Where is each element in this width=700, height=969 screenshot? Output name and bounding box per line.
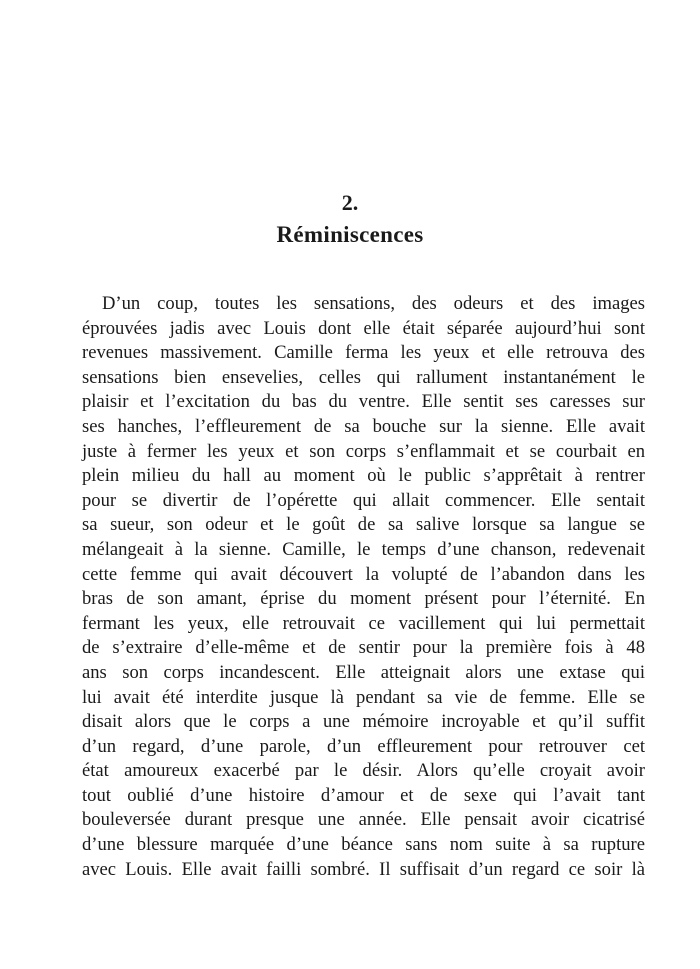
text-line: tout oublié d’une histoire d’amour et de sexe qui l’avait tant bbox=[82, 784, 645, 806]
text-line: mélangeait à la sienne. Camille, le temps d’une chanson, redevenait bbox=[82, 538, 645, 560]
text-line: ses hanches, l’effleurement de sa bouche sur la sienne. Elle avait bbox=[82, 415, 645, 437]
text-line: bouleversée durant presque une année. Elle pensait avoir cicatrisé bbox=[82, 809, 645, 831]
chapter-number: 2. bbox=[341, 190, 359, 215]
text-line: état amoureux exacerbé par le désir. Alors qu’elle croyait avoir bbox=[82, 760, 645, 782]
text-line: revenues massivement. Camille ferma les yeux et elle retrouva des bbox=[82, 342, 645, 364]
text-line: sa sueur, son odeur et le goût de sa salive lorsque sa langue se bbox=[82, 514, 645, 536]
text-line: éprouvées jadis avec Louis dont elle était séparée aujourd’hui sont bbox=[82, 317, 645, 339]
text-line: ans son corps incandescent. Elle atteignait alors une extase qui bbox=[82, 661, 645, 683]
text-line: d’un regard, d’une parole, d’un effleurement pour retrouver cet bbox=[82, 735, 645, 757]
text-line: d’une blessure marquée d’une béance sans nom suite à sa rupture bbox=[82, 834, 645, 856]
text-line: disait alors que le corps a une mémoire incroyable et qu’il suffit bbox=[82, 711, 645, 733]
text-line: juste à fermer les yeux et son corps s’enflammait et se courbait en bbox=[82, 440, 645, 462]
text-line: plein milieu du hall au moment où le public s’apprêtait à rentrer bbox=[82, 465, 645, 487]
text-line: plaisir et l’excitation du bas du ventre. Elle sentit ses caresses sur bbox=[82, 391, 645, 413]
text-line: cette femme qui avait découvert la volupté de l’abandon dans les bbox=[82, 563, 645, 585]
text-line: de s’extraire d’elle-même et de sentir pour la première fois à 48 bbox=[82, 637, 645, 659]
text-line: avec Louis. Elle avait failli sombré. Il suffisait d’un regard ce soir là bbox=[82, 858, 645, 880]
text-line: sensations bien ensevelies, celles qui rallument instantanément le bbox=[82, 366, 645, 388]
chapter-title: Réminiscences bbox=[276, 222, 424, 247]
text-line: fermant les yeux, elle retrouvait ce vacillement qui lui permettait bbox=[82, 612, 645, 634]
body-paragraph bbox=[82, 292, 645, 882]
text-line: D’un coup, toutes les sensations, des odeurs et des images bbox=[102, 293, 645, 314]
text-line: lui avait été interdite jusque là pendant sa vie de femme. Elle se bbox=[82, 686, 645, 708]
text-line: pour se divertir de l’opérette qui allait commencer. Elle sentait bbox=[82, 489, 645, 511]
text-line: bras de son amant, éprise du moment présent pour l’éternité. En bbox=[82, 588, 645, 610]
